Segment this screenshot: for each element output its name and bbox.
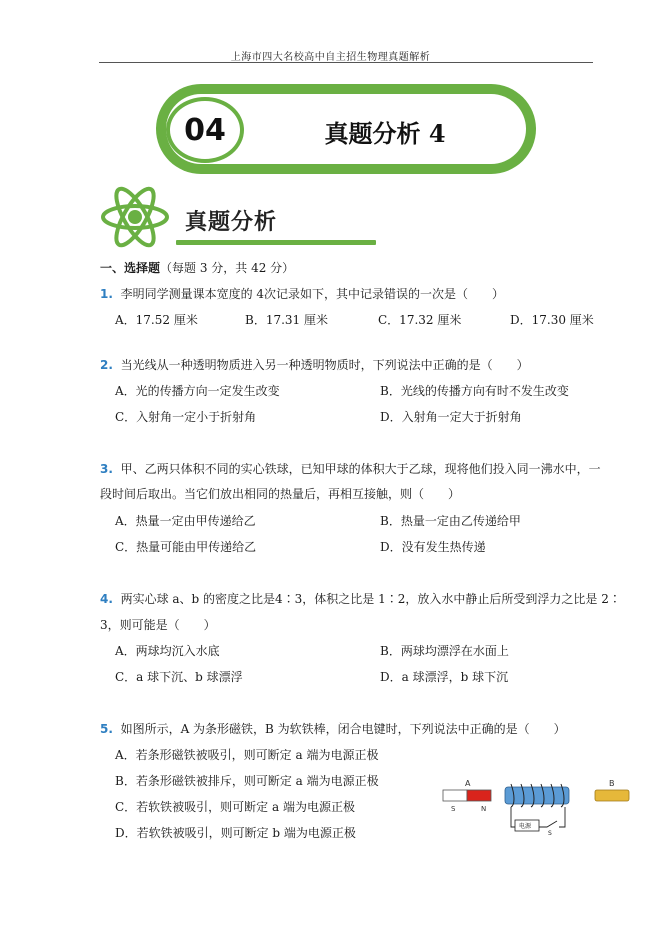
question-text-continued: 3，则可能是（ ） (100, 618, 216, 632)
question-text-continued: 段时间后取出。当它们放出相同的热量后，再相互接触，则（ ） (100, 487, 461, 501)
option-c[interactable]: C．入射角一定小于折射角 (115, 410, 257, 424)
question-text: 如图所示，A 为条形磁铁，B 为软铁棒，闭合电键时，下列说法中正确的是（ ） (120, 722, 566, 736)
question-text: 甲、乙两只体积不同的实心铁球，已知甲球的体积大于乙球，现将他们投入同一沸水中，一 (120, 462, 601, 476)
option-b[interactable]: B．光线的传播方向有时不发生改变 (380, 384, 569, 398)
part-heading-note: （每题 3 分，共 42 分） (160, 261, 295, 275)
option-d[interactable]: D．入射角一定大于折射角 (380, 410, 522, 424)
question-text: 两实心球 a、b 的密度之比是4∶3，体积之比是 1∶2，放入水中静止后所受到浮力之比是 2∶ (120, 592, 621, 606)
question-number: 1. (100, 287, 113, 301)
section-underline (176, 240, 376, 245)
part-heading (100, 260, 294, 276)
magnet-circuit-figure (441, 775, 631, 835)
pole-s-label: S (451, 805, 456, 813)
question-number: 3. (100, 462, 113, 476)
option-d[interactable]: D．若软铁被吸引，则可断定 b 端为电源正极 (115, 826, 356, 840)
option-b[interactable]: B．若条形磁铁被排斥，则可断定 a 端为电源正极 (115, 774, 379, 788)
question-stem (100, 591, 621, 607)
title-number-circle (166, 97, 244, 163)
option-d[interactable]: D．没有发生热传递 (380, 540, 486, 554)
header-title: 上海市四大名校高中自主招生物理真题解析 (230, 52, 431, 63)
section-title: 真题分析 (185, 209, 278, 235)
option-a[interactable]: A．光的传播方向一定发生改变 (115, 384, 280, 398)
part-heading-label: 一、选择题 (100, 261, 161, 275)
question-stem (100, 357, 529, 373)
option-d[interactable]: D．a 球漂浮，b 球下沉 (380, 670, 509, 684)
question-text: 李明同学测量课本宽度的 4次记录如下，其中记录错误的一次是（ ） (120, 287, 505, 301)
power-source-label: 电源 (519, 823, 532, 830)
question-number: 2. (100, 358, 113, 372)
atom-icon (100, 186, 170, 248)
circuit-wire-left (511, 807, 515, 827)
title-number: 04 (184, 112, 226, 148)
magnet-s-half (443, 790, 467, 801)
magnet-n-half (467, 790, 491, 801)
figure-label-b: B (609, 779, 615, 788)
question-number: 5. (100, 722, 113, 736)
question-number: 4. (100, 592, 113, 606)
switch-label: S (548, 830, 552, 835)
pole-n-label: N (481, 805, 487, 813)
circuit-switch (539, 807, 565, 827)
option-b[interactable]: B．两球均漂浮在水面上 (380, 644, 509, 658)
soft-iron-bar (595, 790, 629, 801)
option-b[interactable]: B．热量一定由乙传递给甲 (380, 514, 521, 528)
option-a[interactable]: A．两球均沉入水底 (115, 644, 220, 658)
header-rule (99, 62, 593, 63)
option-b[interactable]: B．17.31 厘米 (245, 313, 328, 327)
option-a[interactable]: A．热量一定由甲传递给乙 (115, 514, 256, 528)
figure-label-a: A (465, 779, 471, 788)
option-c[interactable]: C．若软铁被吸引，则可断定 a 端为电源正极 (115, 800, 355, 814)
title-text: 真题分析 4 (324, 119, 446, 148)
option-c[interactable]: C．17.32 厘米 (378, 313, 462, 327)
question-stem (100, 721, 566, 737)
option-a[interactable]: A．17.52 厘米 (115, 313, 198, 327)
option-a[interactable]: A．若条形磁铁被吸引，则可断定 a 端为电源正极 (115, 748, 379, 762)
option-c[interactable]: C．热量可能由甲传递给乙 (115, 540, 257, 554)
option-c[interactable]: C．a 球下沉、b 球漂浮 (115, 670, 243, 684)
question-stem (100, 461, 601, 477)
option-d[interactable]: D．17.30 厘米 (510, 313, 594, 327)
solenoid-core (505, 787, 569, 804)
question-text: 当光线从一种透明物质进入另一种透明物质时，下列说法中正确的是（ ） (120, 358, 529, 372)
question-stem (100, 286, 504, 302)
